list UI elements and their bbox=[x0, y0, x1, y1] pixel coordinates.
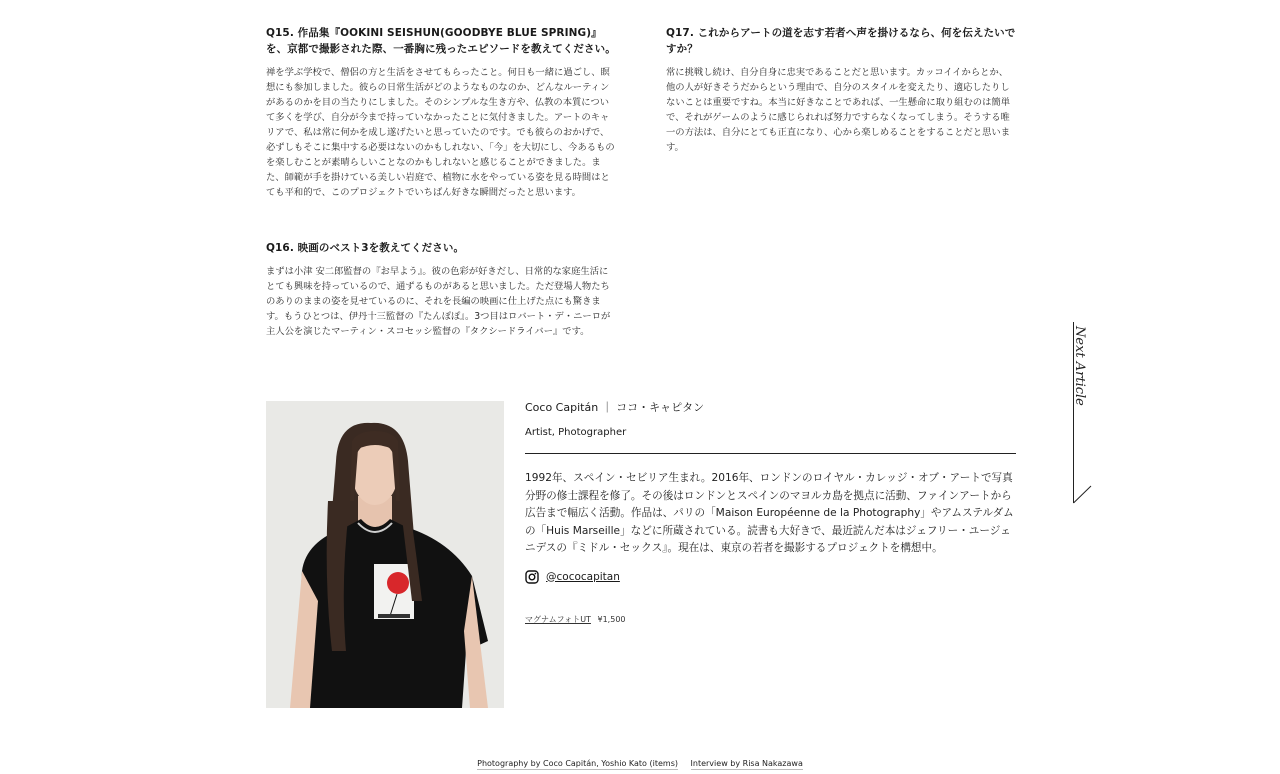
photography-credit: Photography by Coco Capitán, Yoshio Kato (items) bbox=[477, 759, 678, 768]
question-16-answer: まずは小津 安二郎監督の『お早よう』。彼の色彩が好きだし、日常的な家庭生活にとても興味を持っているので、通ずるものがあると思いました。ただ登場人物たちのありのままの姿を見せているのに、それを長編の映画に仕上げた点にも驚きます。もうひとつは、伊丹十三監督の『たんぽぽ』。3つ目はロバート・デ・ニーロが主人公を演じたマーティン・スコセッシ監督の『タクシードライバー』です。 bbox=[266, 266, 611, 337]
profile-divider bbox=[525, 453, 1016, 454]
item-link[interactable]: マグナムフォトUT bbox=[525, 614, 591, 624]
interview-credit: Interview by Risa Nakazawa bbox=[690, 759, 803, 768]
artist-bio: 1992年、スペイン・セビリア生まれ。2016年、ロンドンのロイヤル・カレッジ・オブ・アートで写真分野の修士課程を修了。その後はロンドンとスペインのマヨルカ島を拠点に活動、ファインアートから広告まで幅広く活動。作品は、パリの「Maison Européenne de la Photography」やアムステルダムの「Huis Marseille」などに所蔵されている。読書も大好きで、最近読んだ本はジェフリー・ユージェニデスの『ミドル・セックス』。現在は、東京の若者を撮影するプロジェクトを構想中。 bbox=[525, 472, 1014, 554]
next-article-link[interactable] bbox=[1066, 322, 1096, 507]
instagram-row bbox=[525, 570, 1016, 584]
question-17 bbox=[666, 25, 1016, 155]
question-17-answer: 常に挑戦し続け、自分自身に忠実であることだと思います。カッコイイからとか、他の人が好きそうだからという理由で、自分のスタイルを変えたり、適応したりしないことは重要ですね。本当に好きなことであれば、一生懸命に取り組むのは簡単で、それがゲームのように感じられれば努力ですらなくなってしまう。そうする唯一の方法は、自分にとても正直になり、心から楽しめることをすることだと思います。 bbox=[666, 67, 1010, 153]
question-15 bbox=[266, 25, 616, 200]
artist-portrait bbox=[266, 401, 504, 708]
question-15-answer: 禅を学ぶ学校で、僧侶の方と生活をさせてもらったこと。何日も一緒に過ごし、瞑想にも参加しました。彼らの日常生活がどのようなものなのか、どんなルーティンがあるのかを目の当たりにしました。そのシンプルな生き方や、仏教の本質について多くを学び、自分が今まで持っていなかったことに気付きました。アートのキャリアで、私は常に何かを成し遂げたいと思っていたのです。でも彼らのおかげで、必ずしもそこに集中する必要はないのかもしれない、「今」を大切にし、今あるものを楽しむことが素晴らしいことなのかもしれないと感じることができました。また、師範が手を掛けている美しい岩庭で、植物に水をやっている姿を見る時間はとても平和的で、このプロジェクトでいちばん好きな瞬間だったと思います。 bbox=[266, 67, 615, 198]
question-16 bbox=[266, 240, 616, 339]
question-16-title: Q16. 映画のベスト3を教えてください。 bbox=[266, 242, 465, 254]
artist-name: Coco Capitán ｜ ココ・キャピタン bbox=[525, 401, 705, 414]
question-17-title: Q17. これからアートの道を志す若者へ声を掛けるなら、何を伝えたいですか？ bbox=[666, 27, 1016, 55]
instagram-link[interactable]: @cococapitan bbox=[546, 570, 620, 583]
item-info bbox=[525, 614, 1016, 625]
artist-role: Artist, Photographer bbox=[525, 427, 627, 438]
credits bbox=[0, 759, 1280, 768]
item-price: ¥1,500 bbox=[597, 614, 626, 624]
instagram-icon[interactable] bbox=[525, 570, 539, 584]
artist-profile bbox=[525, 400, 1016, 625]
next-article-label: Next Article bbox=[1072, 326, 1087, 406]
question-15-title: Q15. 作品集『OOKINI SEISHUN(GOODBYE BLUE SPRING)』を、京都で撮影された際、一番胸に残ったエピソードを教えてください。 bbox=[266, 27, 616, 55]
